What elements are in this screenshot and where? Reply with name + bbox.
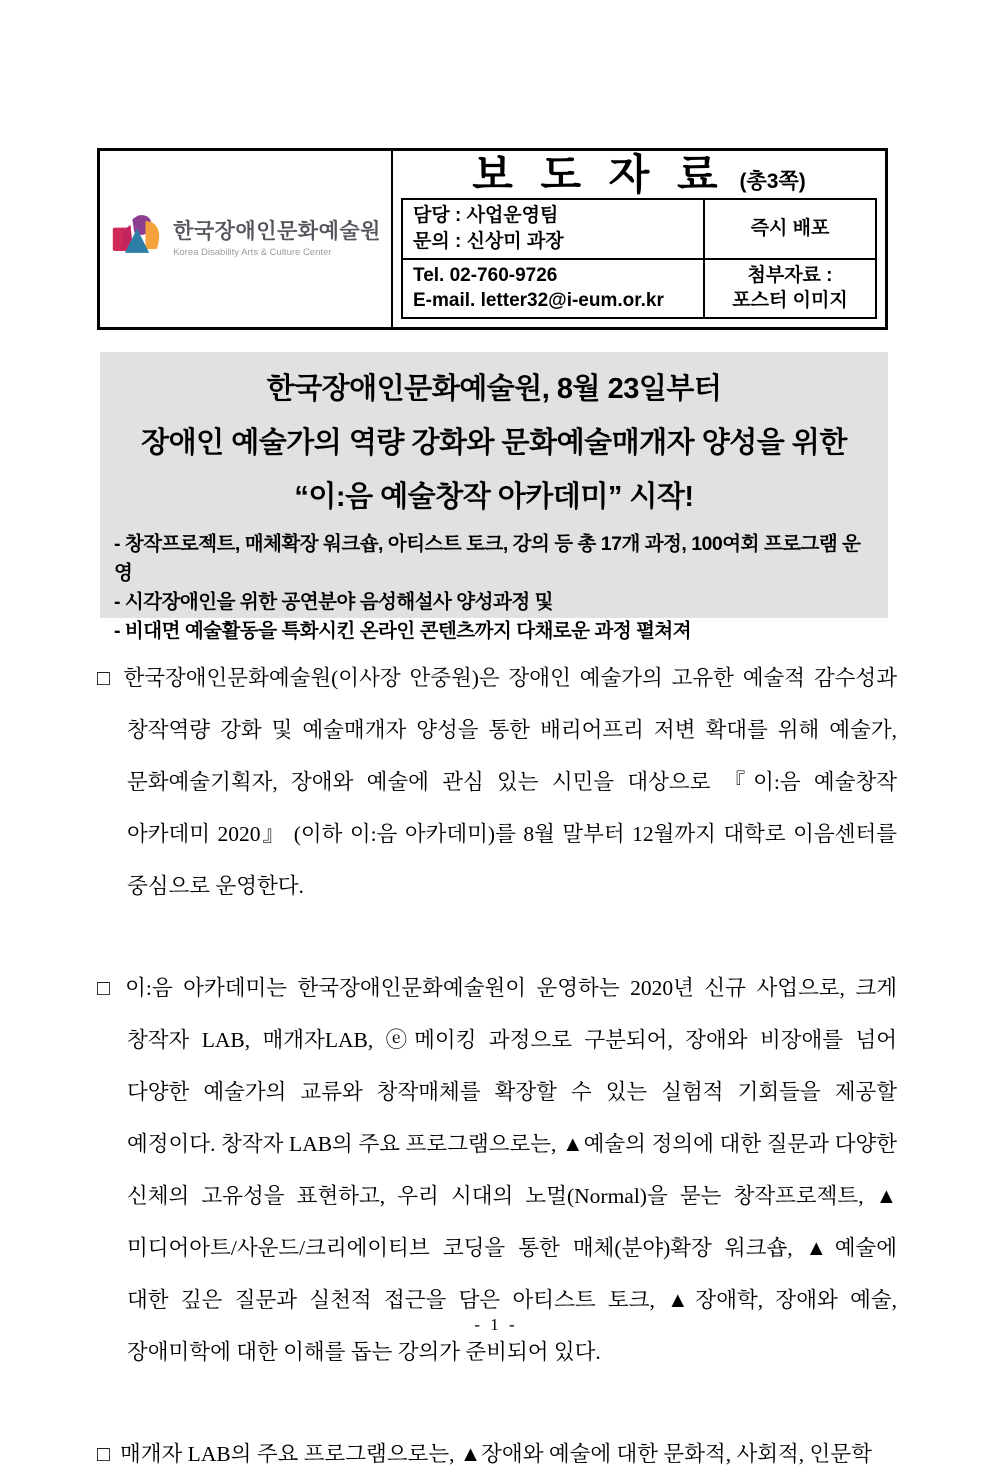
contact-person: 담당 : 사업운영팀 (413, 205, 559, 227)
release-cell (705, 200, 875, 257)
header-table (97, 148, 888, 330)
headline-bullet-2: - 시각장애인을 위한 공연분야 음성해설사 양성과정 및 (114, 591, 553, 613)
email-address: E-mail. letter32@i-eum.or.kr (413, 290, 664, 312)
tel-email-cell (403, 260, 705, 317)
tel-number: Tel. 02-760-9726 (413, 264, 558, 286)
body-paragraph-1 (97, 652, 897, 912)
contact-inquiry: 문의 : 신상미 과장 (413, 231, 564, 253)
page-number: - 1 - (474, 1315, 518, 1334)
attachment-label: 첨부자료 : (747, 264, 833, 286)
headline-title (114, 362, 874, 524)
paragraph-text: 매개자 LAB의 주요 프로그램으로는, ▲장애와 예술에 대한 문화적, 사회적, 인문학 (120, 1442, 872, 1466)
paragraph-text: 이:음 아카데미는 한국장애인문화예술원이 운영하는 2020년 신규 사업으로, 크게 창작자 LAB, 매개자LAB, ⓔ메이킹 과정으로 구분되어, 장애와 비장애를 넘어 다양한 예술가의 교류와 창작매체를 확장할 수 있는 실험적 기회들을 제공할 예정이다. 창작자 LAB의 주요 프로그램으로는, ▲예술의 정의에 대한 질문과 다양한 신체의 고유성을 표현하고, 우리 시대의 노멀(Normal)을 묻는 창작프로젝트, ▲미디어아트/사운드/크리에이티브 코딩을 통한 매체(분야)확장 워크숍, ▲예술에 대한 깊은 질문과 실천적 접근을 담은 아티스트 토크, ▲장애학, 장애와 예술, 장애미학에 대한 이해를 돕는 강의가 준비되어 있다. (125, 976, 897, 1364)
attachment-cell (705, 260, 875, 317)
release-type: 즉시 배포 (750, 218, 830, 240)
headline-title-line-3: “이:음 예술창작 아카데미” 시작! (294, 481, 694, 513)
body-paragraph-3 (97, 1428, 897, 1480)
paragraph-text: 한국장애인문화예술원(이사장 안중원)은 장애인 예술가의 고유한 예술적 감수성과 창작역량 강화 및 예술매개자 양성을 통한 배리어프리 저변 확대를 위해 예술가, 문화예술기획자, 장애와 예술에 관심 있는 시민을 대상으로 『이:음 예술창작 아카데미 2020』 (이하 이:음 아카데미)를 8월 말부터 12월까지 대학로 이음센터를 중심으로 운영한다. (123, 666, 897, 898)
headline-bullet-1: - 창작프로젝트, 매체확장 워크숍, 아티스트 토크, 강의 등 총 17개 과정, 100여회 프로그램 운영 (114, 533, 861, 584)
contact-row-2 (403, 258, 875, 317)
page-count-label: (총3쪽) (739, 169, 806, 193)
contact-table (401, 198, 877, 319)
paragraph-marker: □ (97, 976, 116, 1000)
headline-box (100, 352, 888, 642)
header-right-section (393, 151, 885, 327)
doc-type-title: 보 도 자 료 (472, 150, 726, 198)
headline-bullets (114, 530, 874, 646)
logo (100, 151, 393, 327)
logo-english-name: Korea Disability Arts & Culture Center (173, 246, 332, 258)
headline-title-line-1: 한국장애인문화예술원, 8월 23일부터 (266, 373, 722, 405)
logo-text (173, 220, 381, 257)
paragraph-marker: □ (97, 666, 114, 690)
logo-korean-name: 한국장애인문화예술원 (173, 220, 381, 244)
attachment-value: 포스터 이미지 (732, 290, 848, 312)
doc-title-row (393, 151, 885, 198)
body-text (97, 652, 897, 1480)
headline-bullet-3: - 비대면 예술활동을 특화시킨 온라인 콘텐츠까지 다채로운 과정 펼쳐져 (114, 620, 692, 642)
logo-mark-icon (110, 211, 166, 268)
paragraph-marker: □ (97, 1442, 110, 1466)
contact-cell (403, 200, 705, 257)
headline-title-line-2: 장애인 예술가의 역량 강화와 문화예술매개자 양성을 위한 (141, 427, 847, 459)
contact-row-1 (403, 200, 875, 257)
